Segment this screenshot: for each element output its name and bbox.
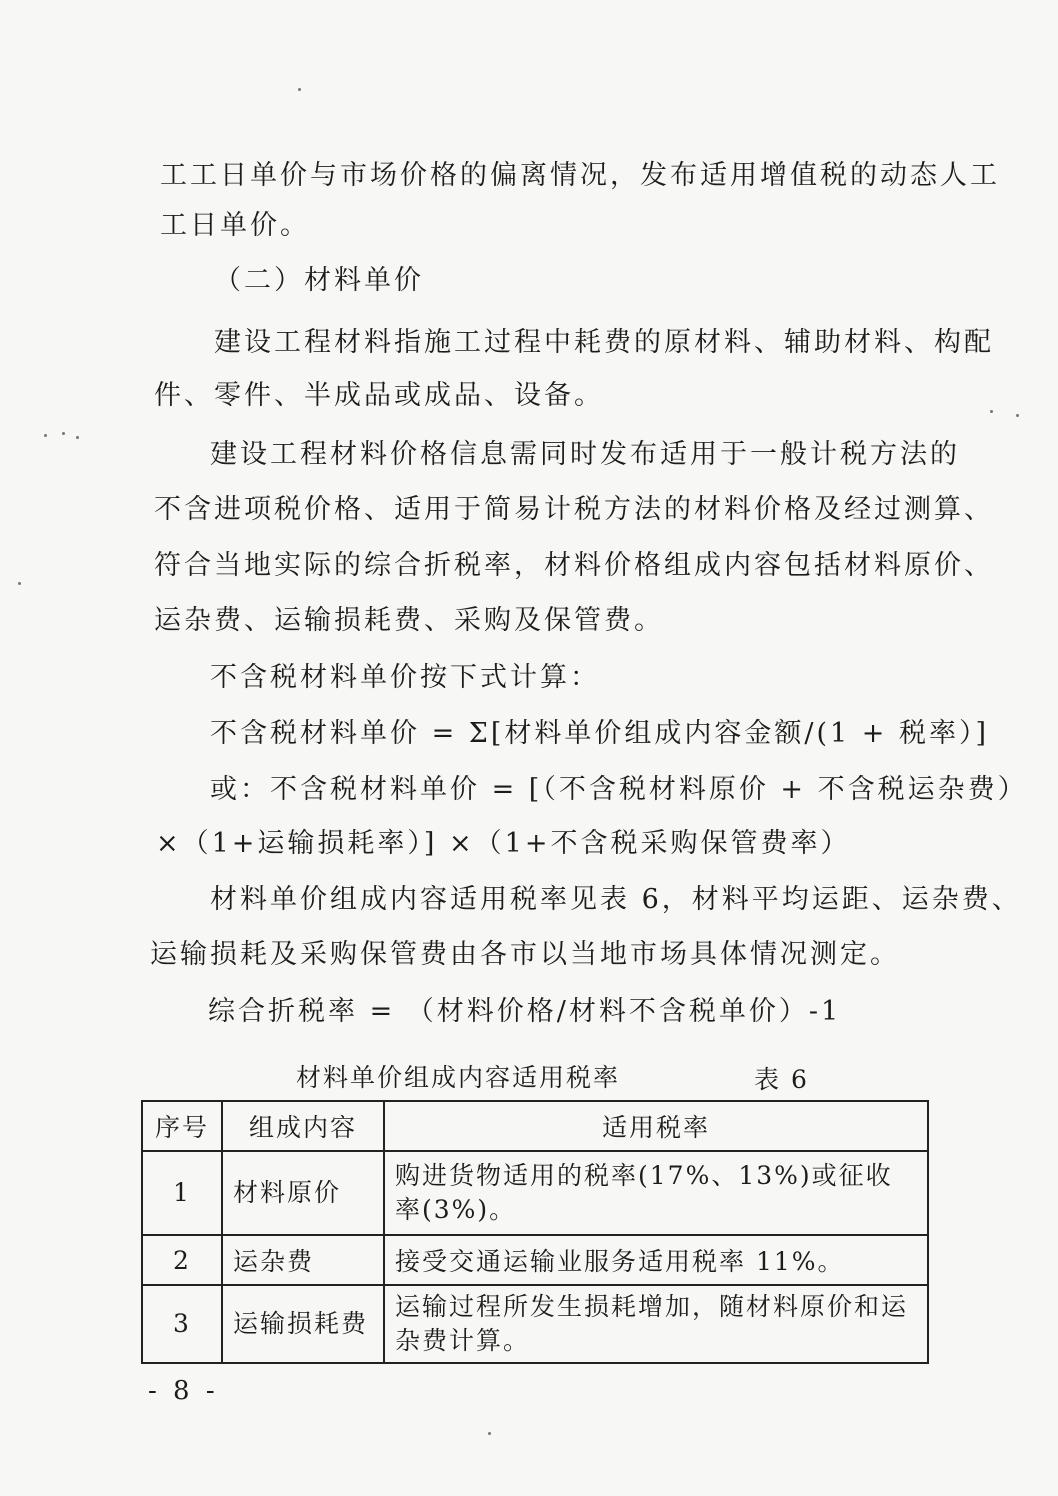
paragraph-line: 建设工程材料指施工过程中耗费的原材料、辅助材料、构配 (214, 327, 994, 358)
section-heading: （二）材料单价 (214, 265, 424, 296)
header-item: 组成内容 (222, 1101, 384, 1151)
formula-line: 综合折税率 = （材料价格/材料不含税单价）-1 (208, 996, 842, 1027)
scan-speck (990, 410, 993, 413)
scan-speck (76, 436, 79, 439)
scan-speck (1016, 414, 1019, 417)
scan-speck (488, 1432, 491, 1435)
paragraph-line: 件、零件、半成品或成品、设备。 (154, 380, 604, 411)
table-label: 表 6 (754, 1065, 809, 1094)
table-title: 材料单价组成内容适用税率 (296, 1063, 621, 1092)
formula-line: 不含税材料单价 = Σ[材料单价组成内容金额/(1 + 税率）] (210, 718, 990, 749)
paragraph-line: 运输损耗及采购保管费由各市以当地市场具体情况测定。 (150, 939, 900, 970)
cell-item: 运输损耗费 (222, 1285, 384, 1363)
paragraph-line: 符合当地实际的综合折税率，材料价格组成内容包括材料原价、 (154, 550, 994, 581)
cell-rate: 接受交通运输业服务适用税率 11%。 (384, 1235, 928, 1285)
cell-rate: 运输过程所发生损耗增加，随材料原价和运杂费计算。 (384, 1285, 928, 1363)
table-row (142, 1285, 928, 1363)
paragraph-line: 工工日单价与市场价格的偏离情况，发布适用增值税的动态人工 (160, 160, 1000, 191)
scan-speck (18, 582, 21, 585)
cell-rate: 购进货物适用的税率(17%、13%)或征收率(3%)。 (384, 1151, 928, 1235)
paragraph-line: 建设工程材料价格信息需同时发布适用于一般计税方法的 (210, 439, 960, 470)
table-row (142, 1235, 928, 1285)
paragraph-line: 不含进项税价格、适用于简易计税方法的材料价格及经过测算、 (154, 494, 994, 525)
page-number: - 8 - (148, 1376, 219, 1406)
cell-no: 2 (142, 1235, 222, 1285)
cell-no: 3 (142, 1285, 222, 1363)
table-row (142, 1151, 928, 1235)
paragraph-line: 材料单价组成内容适用税率见表 6，材料平均运距、运杂费、 (210, 884, 1022, 915)
paragraph-line: 运杂费、运输损耗费、采购及保管费。 (154, 605, 664, 636)
tax-rate-table (141, 1100, 929, 1364)
cell-item: 运杂费 (222, 1235, 384, 1285)
scan-speck (62, 432, 65, 435)
formula-line: 或：不含税材料单价 = [（不含税材料原价 + 不含税运杂费） (210, 774, 1028, 805)
scan-speck (44, 434, 47, 437)
header-no: 序号 (142, 1101, 222, 1151)
header-rate: 适用税率 (384, 1101, 928, 1151)
table-header-row (142, 1101, 928, 1151)
paragraph-line: 不含税材料单价按下式计算： (210, 662, 600, 693)
scan-speck (298, 88, 301, 91)
paragraph-line: 工日单价。 (160, 210, 310, 241)
cell-item: 材料原价 (222, 1151, 384, 1235)
formula-line: ×（1+运输损耗率）] ×（1+不含税采购保管费率） (156, 828, 851, 859)
cell-no: 1 (142, 1151, 222, 1235)
